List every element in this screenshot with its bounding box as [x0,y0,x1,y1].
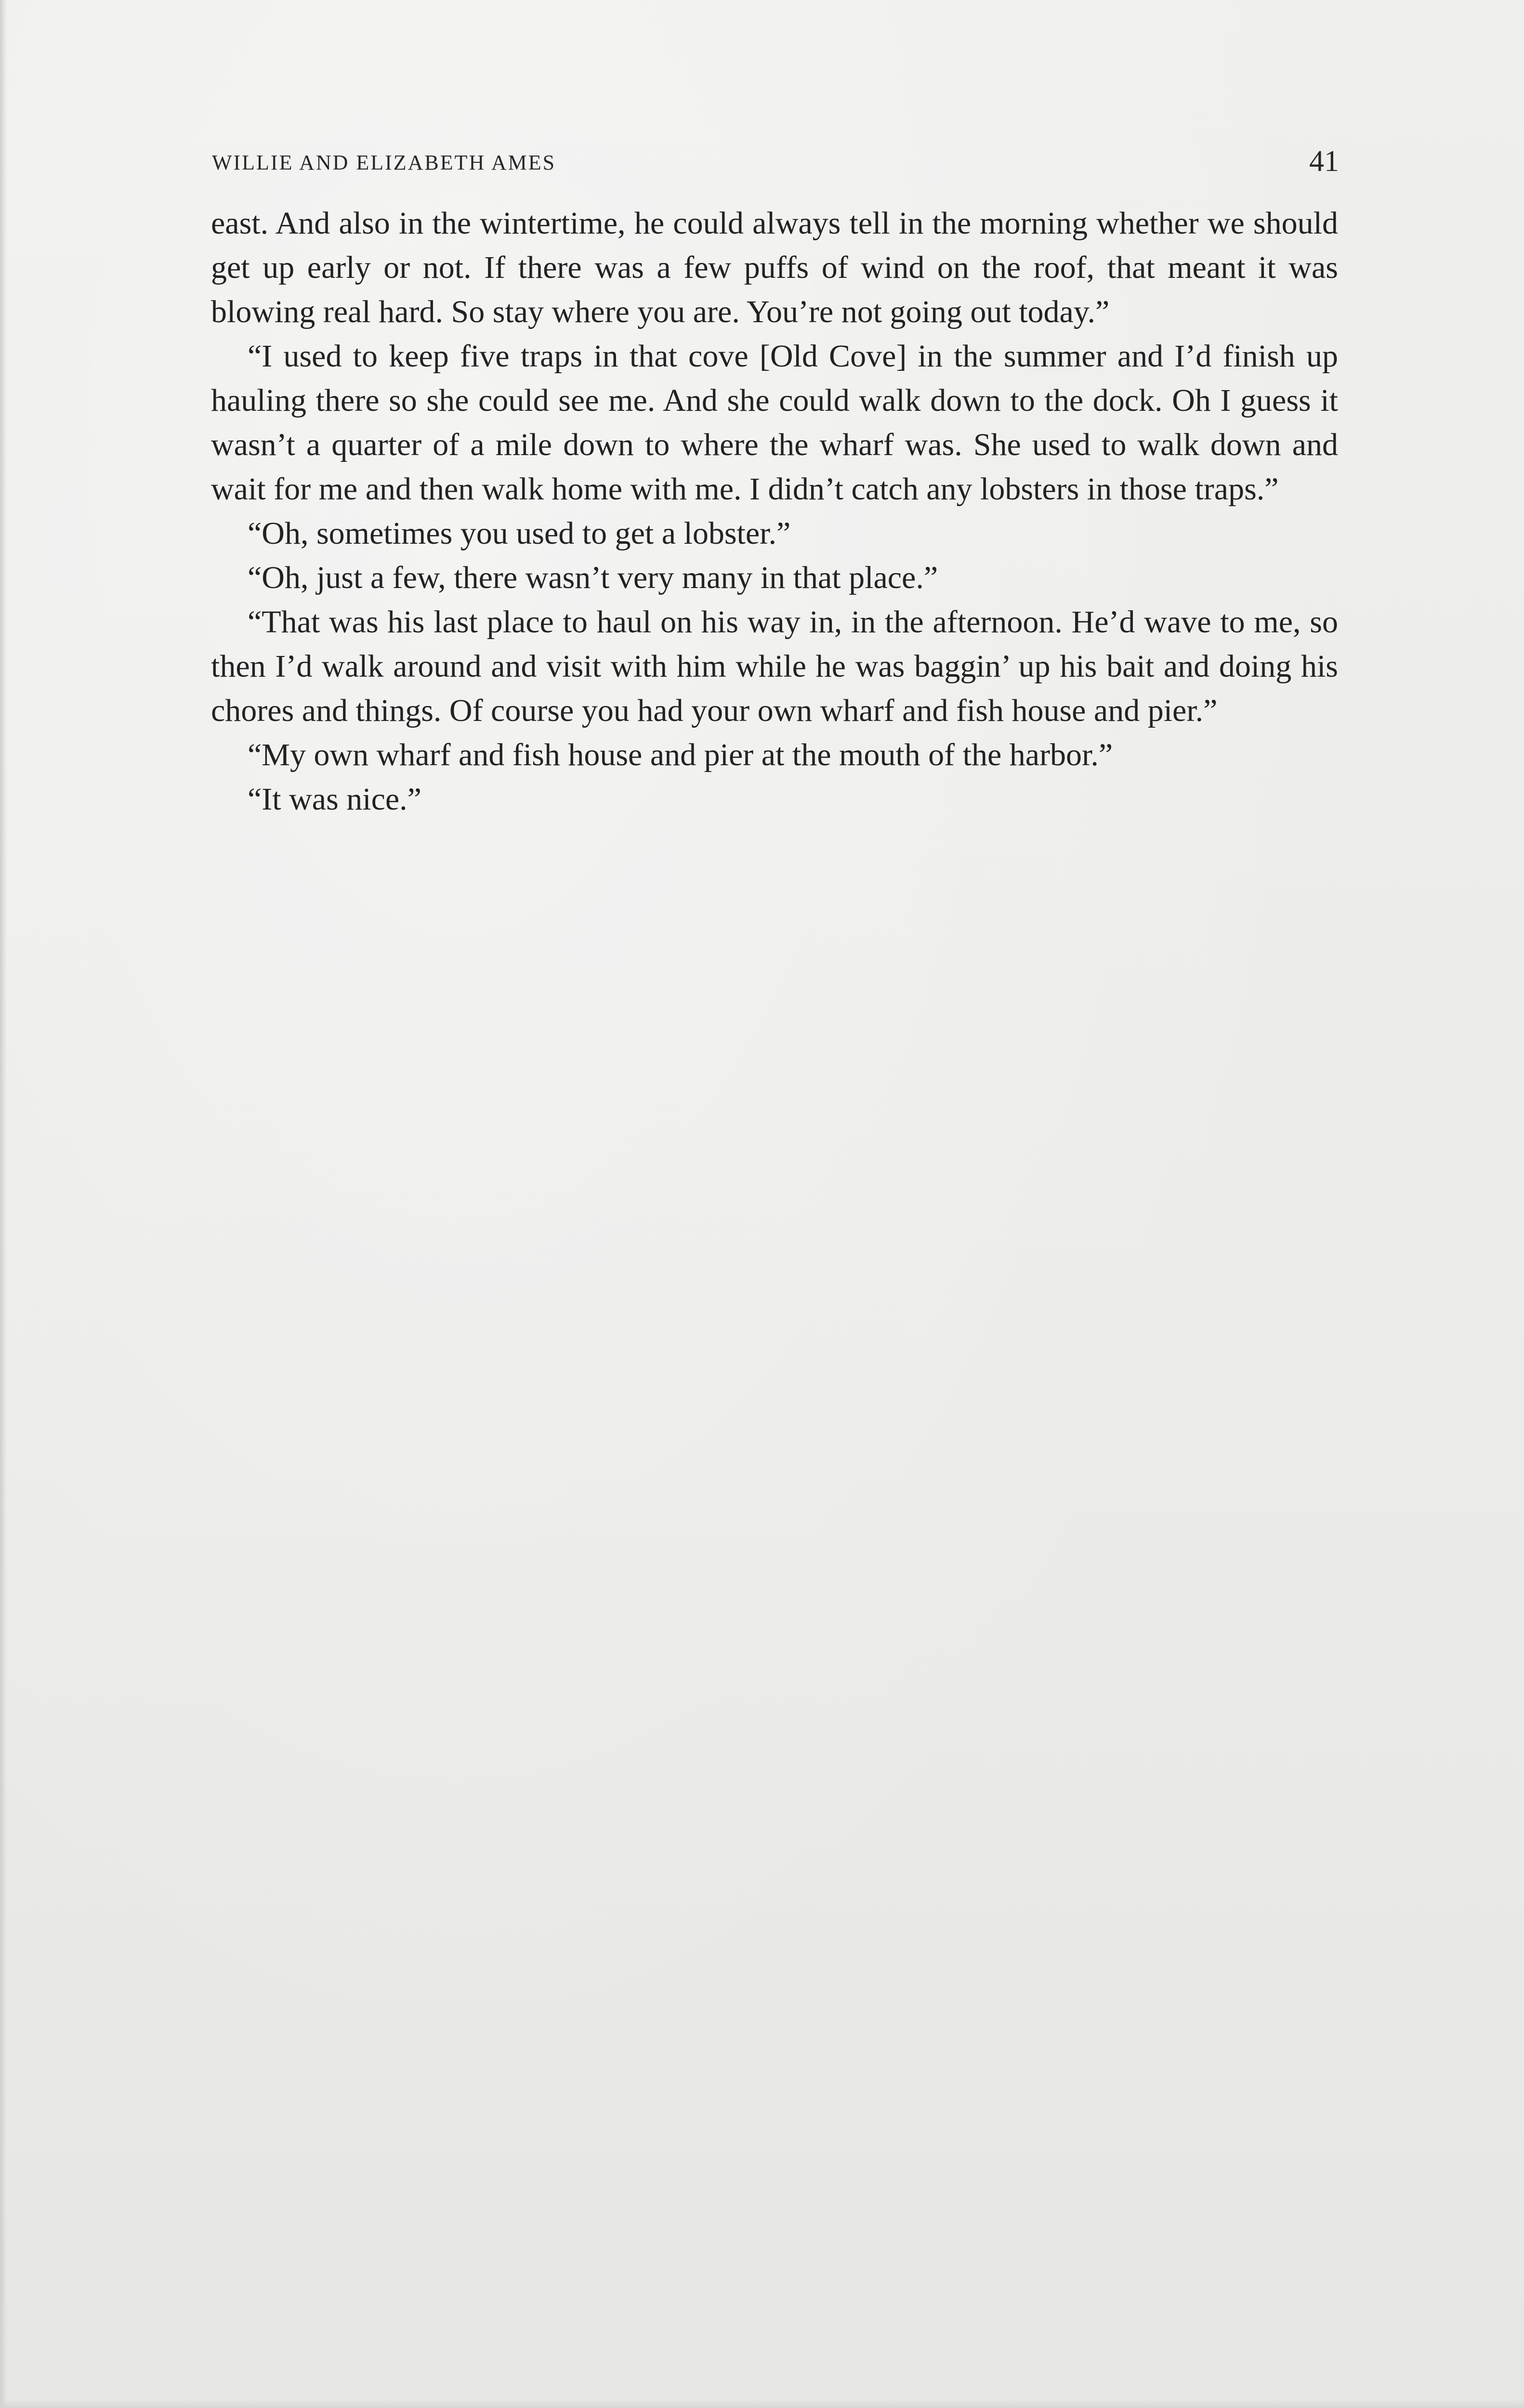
paragraph: “Oh, just a few, there wasn’t very many in that place.” [248,560,938,595]
paragraph: “I used to keep five traps in that cove [Old Cove] in the summer and I’d finish up hauling there so she could see me. And she could walk down to the dock. Oh I guess it wasn’t a quarter of a mile down to where the wharf was. She used to walk down and wait for me and then walk home with me. I didn’t catch any lobsters in those traps.” [211,339,1338,507]
paragraph: “It was nice.” [248,782,421,817]
running-head [212,144,1339,183]
running-title: WILLIE AND ELIZABETH AMES [212,151,556,174]
paragraph: “My own wharf and fish house and pier at the mouth of the harbor.” [248,737,1113,772]
paragraph: “That was his last place to haul on his way in, in the afternoon. He’d wave to me, so then I’d walk around and visit with him while he was baggin’ up his bait and doing his chores and things. Of course you had your own wharf and fish house and pier.” [211,604,1338,728]
scan-shadow-left [0,0,7,2408]
page-number: 41 [1309,145,1339,178]
paragraph: east. And also in the wintertime, he could always tell in the morning whether we should get up early or not. If there was a few puffs of wind on the roof, that meant it was blowing real hard. So stay where you are. You’re not going out today.” [211,206,1338,329]
paragraph: “Oh, sometimes you used to get a lobster.” [248,516,791,551]
scan-shadow-bottom [0,2399,1524,2408]
body-text [211,201,1338,822]
